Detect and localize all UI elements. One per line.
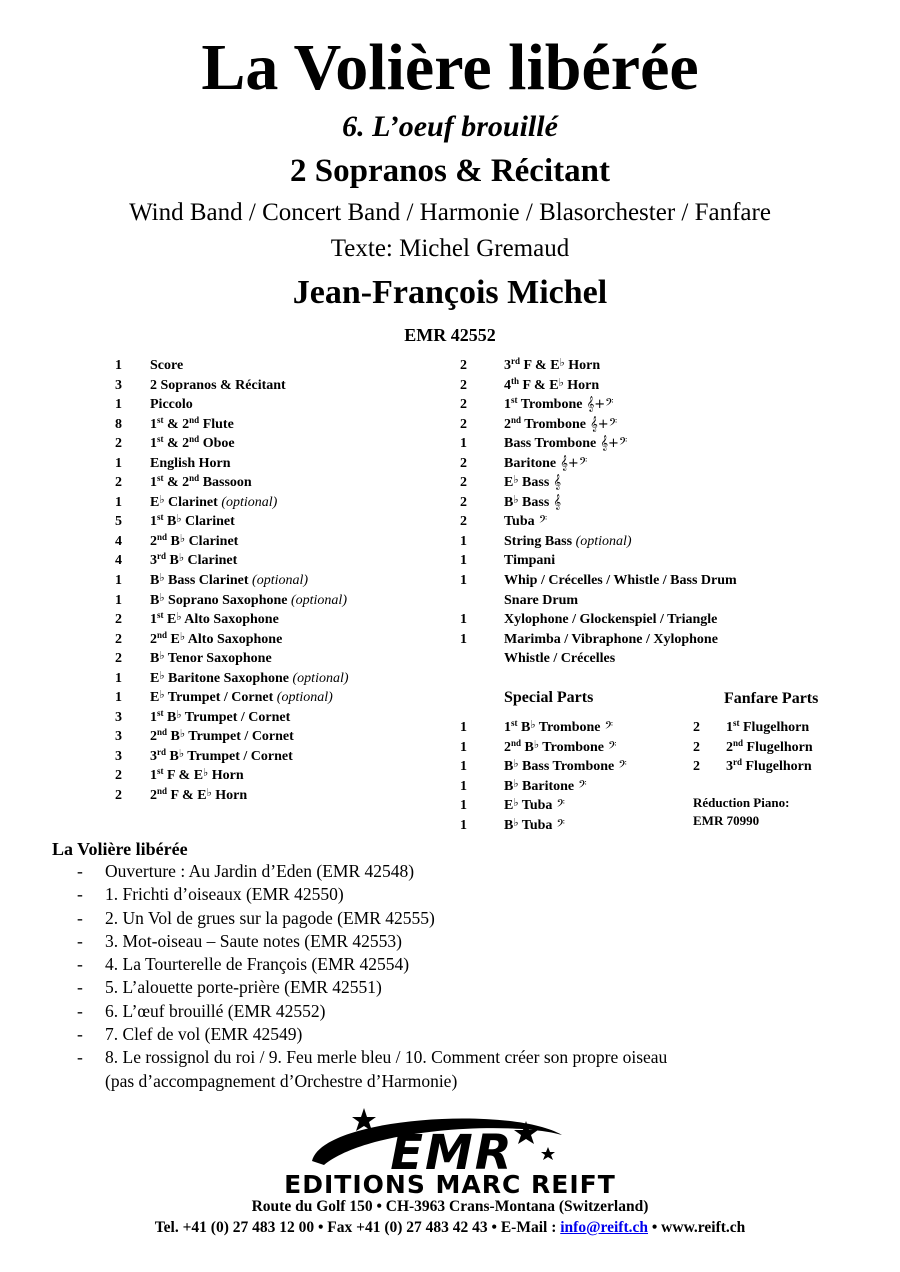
part-quantity: 3 (115, 729, 122, 745)
part-row (115, 786, 445, 806)
part-row (115, 395, 445, 415)
ordinal-suffix: st (157, 707, 164, 718)
part-name: Baritone 𝄞+𝄢 (504, 455, 588, 471)
part-name: String Bass (optional) (504, 533, 632, 549)
part-row (460, 630, 790, 650)
ordinal-suffix: nd (189, 414, 200, 425)
flat-sign: ♭ (203, 767, 209, 780)
series-item-text: 4. La Tourterelle de François (EMR 42554) (105, 954, 410, 975)
composer-name: Jean-François Michel (292, 274, 608, 311)
ordinal-suffix: st (511, 718, 518, 728)
part-name: 3rd Flugelhorn (726, 757, 812, 775)
part-name: E♭ Trumpet / Cornet (optional) (150, 689, 333, 706)
part-quantity: 2 (460, 377, 467, 393)
ordinal-suffix: rd (157, 551, 166, 562)
part-row (115, 434, 445, 454)
part-row (460, 571, 790, 591)
list-dash: - (77, 1024, 83, 1045)
part-quantity: 2 (115, 436, 122, 452)
flat-sign: ♭ (176, 611, 182, 624)
optional-note: (optional) (217, 494, 278, 510)
part-quantity: 8 (115, 416, 122, 432)
part-row (460, 376, 790, 396)
flat-sign: ♭ (179, 630, 186, 643)
part-name: 1st F & E♭ Horn (150, 766, 244, 784)
part-name: Bass Trombone 𝄞+𝄢 (504, 436, 628, 452)
part-quantity: 4 (115, 553, 122, 569)
part-row (115, 551, 445, 571)
part-quantity: 1 (460, 778, 467, 794)
optional-note: (optional) (248, 573, 309, 589)
part-name: B♭ Soprano Saxophone (optional) (150, 591, 347, 608)
part-row (115, 727, 445, 747)
optional-note: (optional) (572, 533, 632, 549)
list-dash: - (77, 977, 83, 998)
ordinal-suffix: st (157, 414, 164, 425)
part-row (115, 649, 445, 669)
flat-sign: ♭ (179, 532, 186, 545)
part-row (460, 591, 790, 611)
part-quantity: 5 (115, 514, 122, 530)
parts-list-left (115, 356, 445, 806)
part-row (115, 688, 445, 708)
ordinal-suffix: st (511, 395, 518, 406)
part-name: B♭ Tenor Saxophone (150, 650, 272, 667)
part-name: Tuba 𝄢 (504, 514, 548, 530)
part-name: 1st B♭ Trumpet / Cornet (150, 707, 291, 725)
flat-sign: ♭ (513, 797, 519, 810)
part-row (115, 512, 445, 532)
part-name: 2nd E♭ Alto Saxophone (150, 629, 283, 647)
part-quantity: 1 (460, 533, 467, 549)
list-dash: - (77, 861, 83, 881)
email-link[interactable]: info@reift.ch (560, 1219, 648, 1236)
part-name: B♭ Baritone 𝄢 (504, 777, 587, 794)
parts-list-right (460, 356, 790, 669)
part-name: 3rd B♭ Trumpet / Cornet (150, 746, 293, 764)
voices-line: 2 Sopranos & Récitant (290, 153, 610, 189)
ordinal-suffix: st (157, 610, 164, 621)
part-row (460, 356, 790, 376)
part-row (460, 415, 790, 435)
series-item-text: 5. L’alouette porte-prière (EMR 42551) (105, 977, 382, 998)
clef-icon: 𝄞+𝄢 (585, 416, 618, 432)
clef-icon: 𝄢 (552, 817, 565, 833)
flat-sign: ♭ (159, 650, 165, 663)
part-name: 2nd Trombone 𝄞+𝄢 (504, 414, 618, 432)
part-name: Whistle / Crécelles (504, 651, 616, 667)
catalog-number: EMR 42552 (404, 325, 496, 345)
part-name: 1st E♭ Alto Saxophone (150, 610, 279, 628)
part-row (460, 454, 790, 474)
special-part-row (460, 816, 680, 836)
score-title: La Volière libérée (201, 31, 699, 104)
ordinal-suffix: st (733, 718, 740, 728)
part-name: 2nd F & E♭ Horn (150, 786, 248, 804)
part-name: Timpani (504, 553, 556, 569)
part-quantity: 2 (693, 739, 700, 755)
list-dash: - (77, 1047, 83, 1068)
special-parts-list (460, 718, 680, 835)
part-quantity: 2 (460, 358, 467, 373)
ordinal-suffix: rd (157, 746, 166, 757)
clef-icon: 𝄞+𝄢 (582, 397, 614, 413)
part-quantity: 1 (460, 553, 467, 569)
part-row (460, 512, 790, 532)
flat-sign: ♭ (176, 708, 182, 721)
part-name: 1st & 2nd Bassoon (150, 473, 252, 491)
series-item-text: 2. Un Vol de grues sur la pagode (EMR 42555) (105, 907, 435, 928)
part-quantity: 3 (115, 377, 122, 393)
part-quantity: 2 (460, 397, 467, 413)
part-quantity: 2 (115, 651, 122, 667)
clef-icon: 𝄞+𝄢 (556, 455, 588, 471)
part-name: B♭ Bass Trombone 𝄢 (504, 758, 627, 775)
series-item-text: 8. Le rossignol du roi / 9. Feu merle bleu / 10. Comment créer son propre oiseau (105, 1047, 668, 1068)
fanfare-part-row (693, 718, 853, 738)
ordinal-suffix: st (157, 434, 164, 445)
part-quantity: 2 (460, 514, 467, 530)
part-name: B♭ Bass 𝄞 (504, 493, 562, 510)
part-quantity: 2 (115, 612, 122, 628)
ordinal-suffix: nd (189, 473, 200, 484)
part-name: 2nd B♭ Trombone 𝄢 (504, 737, 617, 755)
part-quantity: 2 (115, 768, 122, 784)
list-dash: - (77, 930, 83, 951)
clef-icon: 𝄞 (549, 494, 562, 510)
part-name: E♭ Tuba 𝄢 (504, 797, 565, 814)
part-row (115, 532, 445, 552)
clef-icon: 𝄢 (534, 514, 548, 530)
flat-sign: ♭ (176, 513, 182, 526)
part-name: 2 Sopranos & Récitant (150, 377, 286, 393)
logo-emr-text: EMR (390, 1125, 514, 1181)
flat-sign: ♭ (159, 669, 165, 682)
piano-reduction-number: EMR 70990 (693, 813, 760, 828)
part-row (115, 610, 445, 630)
part-row (115, 493, 445, 513)
ordinal-suffix: rd (511, 356, 520, 366)
part-name: 3rd B♭ Clarinet (150, 551, 238, 569)
part-name: Snare Drum (504, 592, 579, 608)
ordinal-suffix: nd (189, 434, 200, 445)
list-dash: - (77, 907, 83, 928)
special-part-row (460, 796, 680, 816)
fanfare-part-row (693, 757, 853, 777)
list-dash: - (77, 954, 83, 975)
flat-sign: ♭ (533, 738, 540, 751)
list-dash: - (77, 884, 83, 905)
part-row (115, 630, 445, 650)
part-name: B♭ Tuba 𝄢 (504, 816, 565, 833)
part-quantity: 1 (460, 436, 467, 452)
part-quantity: 1 (115, 690, 122, 706)
fanfare-parts-header: Fanfare Parts (724, 690, 819, 707)
clef-icon: 𝄞 (549, 475, 562, 491)
part-name: 1st B♭ Clarinet (150, 512, 235, 530)
flat-sign: ♭ (179, 728, 186, 741)
part-row (115, 356, 445, 376)
part-row (115, 571, 445, 591)
special-part-row (460, 777, 680, 797)
list-dash: - (77, 1000, 83, 1021)
part-quantity: 1 (460, 798, 467, 814)
special-part-row (460, 757, 680, 777)
publisher-name: EDITIONS MARC REIFT (284, 1170, 616, 1199)
series-continuation-text: (pas d’accompagnement d’Orchestre d’Harmonie) (105, 1070, 458, 1091)
part-quantity: 3 (115, 709, 122, 725)
optional-note: (optional) (287, 592, 347, 608)
piano-reduction-label: Réduction Piano: (693, 795, 790, 810)
series-item-text: 3. Mot-oiseau – Saute notes (EMR 42553) (105, 930, 402, 951)
clef-icon: 𝄢 (600, 720, 614, 735)
part-name: Xylophone / Glockenspiel / Triangle (504, 612, 718, 628)
part-name: E♭ Clarinet (optional) (150, 493, 278, 510)
part-quantity: 4 (115, 533, 122, 549)
part-quantity: 2 (460, 416, 467, 432)
series-item-text: Ouverture : Au Jardin d’Eden (EMR 42548) (105, 861, 415, 881)
special-part-row (460, 718, 680, 738)
part-name: B♭ Bass Clarinet (optional) (150, 572, 309, 589)
flat-sign: ♭ (159, 591, 165, 604)
clef-icon: 𝄢 (614, 759, 627, 775)
part-name: Piccolo (150, 397, 193, 413)
ordinal-suffix: nd (511, 414, 522, 425)
special-parts-header: Special Parts (504, 689, 594, 706)
ordinal-suffix: nd (157, 786, 168, 797)
part-quantity: 1 (115, 573, 122, 589)
ordinal-suffix: st (157, 473, 164, 484)
flat-sign: ♭ (159, 689, 165, 702)
part-name: 1st & 2nd Flute (150, 414, 234, 432)
part-name: 2nd B♭ Clarinet (150, 531, 239, 549)
part-row (115, 454, 445, 474)
ordinal-suffix: st (157, 512, 164, 523)
part-row (460, 434, 790, 454)
part-quantity: 1 (115, 592, 122, 608)
part-row (115, 708, 445, 728)
part-quantity: 1 (460, 573, 467, 589)
flat-sign: ♭ (513, 816, 519, 829)
part-row (460, 610, 790, 630)
part-name: English Horn (150, 455, 231, 471)
part-quantity: 1 (460, 612, 467, 628)
part-quantity: 1 (115, 670, 122, 686)
part-name: 1st & 2nd Oboe (150, 434, 235, 452)
clef-icon: 𝄢 (574, 778, 587, 794)
fanfare-part-row (693, 738, 853, 758)
part-quantity: 1 (115, 455, 122, 471)
flat-sign: ♭ (178, 747, 185, 760)
special-part-row (460, 738, 680, 758)
flat-sign: ♭ (530, 719, 536, 731)
part-row (460, 473, 790, 493)
series-item-text: 1. Frichti d’oiseaux (EMR 42550) (105, 884, 344, 905)
part-name: E♭ Baritone Saxophone (optional) (150, 669, 349, 686)
flat-sign: ♭ (513, 474, 519, 487)
part-row (460, 649, 790, 669)
part-row (115, 376, 445, 396)
flat-sign: ♭ (559, 357, 565, 369)
ordinal-suffix: th (511, 375, 520, 386)
part-name: Marimba / Vibraphone / Xylophone (504, 631, 718, 647)
part-row (460, 493, 790, 513)
part-row (115, 591, 445, 611)
part-quantity: 2 (115, 631, 122, 647)
ordinal-suffix: rd (733, 757, 742, 768)
part-name: 2nd B♭ Trumpet / Cornet (150, 727, 294, 745)
part-quantity: 1 (460, 631, 467, 647)
part-quantity: 1 (460, 817, 467, 833)
part-name: 1st B♭ Trombone 𝄢 (504, 718, 614, 735)
part-quantity: 2 (460, 494, 467, 510)
ordinal-suffix: st (157, 766, 164, 777)
optional-note: (optional) (289, 670, 349, 686)
part-quantity: 2 (460, 475, 467, 491)
ordinal-suffix: nd (157, 531, 168, 542)
part-name: 1st Flugelhorn (726, 718, 810, 735)
flat-sign: ♭ (159, 572, 165, 585)
clef-icon: 𝄢 (604, 739, 617, 755)
part-name: E♭ Bass 𝄞 (504, 474, 562, 491)
part-row (115, 747, 445, 767)
series-item-text: 7. Clef de vol (EMR 42549) (105, 1024, 303, 1045)
ordinal-suffix: nd (511, 737, 522, 748)
part-quantity: 3 (115, 748, 122, 764)
text-author-line: Texte: Michel Gremaud (330, 235, 570, 262)
part-row (115, 766, 445, 786)
part-quantity: 1 (115, 494, 122, 510)
series-item-text: 6. L’œuf brouillé (EMR 42552) (105, 1000, 326, 1021)
flat-sign: ♭ (513, 758, 519, 771)
optional-note: (optional) (273, 690, 333, 706)
part-quantity: 1 (115, 358, 122, 373)
fanfare-parts-list (693, 718, 853, 777)
flat-sign: ♭ (206, 787, 212, 800)
part-name: Whip / Crécelles / Whistle / Bass Drum (504, 573, 737, 589)
part-quantity: 1 (460, 759, 467, 775)
series-title: La Volière libérée (52, 839, 188, 859)
flat-sign: ♭ (558, 376, 564, 389)
clef-icon: 𝄞+𝄢 (596, 436, 628, 452)
part-quantity: 2 (115, 475, 122, 491)
part-row (115, 669, 445, 689)
clef-icon: 𝄢 (552, 798, 565, 814)
publisher-contact (0, 1218, 900, 1238)
publisher-address: Route du Golf 150 • CH-3963 Crans-Montana (Switzerland) (251, 1198, 649, 1215)
part-name: 2nd Flugelhorn (726, 737, 813, 755)
part-row (115, 415, 445, 435)
logo-star-small (541, 1147, 555, 1160)
part-row (460, 532, 790, 552)
part-quantity: 1 (115, 397, 122, 413)
part-row (115, 473, 445, 493)
contact-phone-fax: Tel. +41 (0) 27 483 12 00 • Fax +41 (0) 27 483 42 43 • E-Mail : (154, 1219, 561, 1236)
part-row (460, 395, 790, 415)
part-quantity: 2 (115, 788, 122, 804)
flat-sign: ♭ (513, 777, 519, 790)
ordinal-suffix: nd (733, 737, 744, 748)
flat-sign: ♭ (178, 552, 185, 565)
ensemble-line: Wind Band / Concert Band / Harmonie / Blasorchester / Fanfare (129, 199, 771, 226)
flat-sign: ♭ (513, 493, 519, 506)
part-name: Score (150, 358, 184, 373)
part-quantity: 2 (693, 720, 700, 735)
contact-website: • www.reift.ch (648, 1219, 746, 1236)
ordinal-suffix: nd (157, 629, 168, 640)
ordinal-suffix: nd (157, 727, 168, 738)
flat-sign: ♭ (159, 493, 165, 506)
part-quantity: 1 (460, 739, 467, 755)
movement-subtitle: 6. L’oeuf brouillé (342, 110, 558, 143)
part-name: 1st Trombone 𝄞+𝄢 (504, 395, 614, 413)
part-name: 3rd F & E♭ Horn (504, 356, 601, 373)
part-quantity: 2 (460, 455, 467, 471)
part-name: 4th F & E♭ Horn (504, 375, 600, 393)
part-row (460, 551, 790, 571)
part-quantity: 2 (693, 759, 700, 775)
part-quantity: 1 (460, 720, 467, 735)
